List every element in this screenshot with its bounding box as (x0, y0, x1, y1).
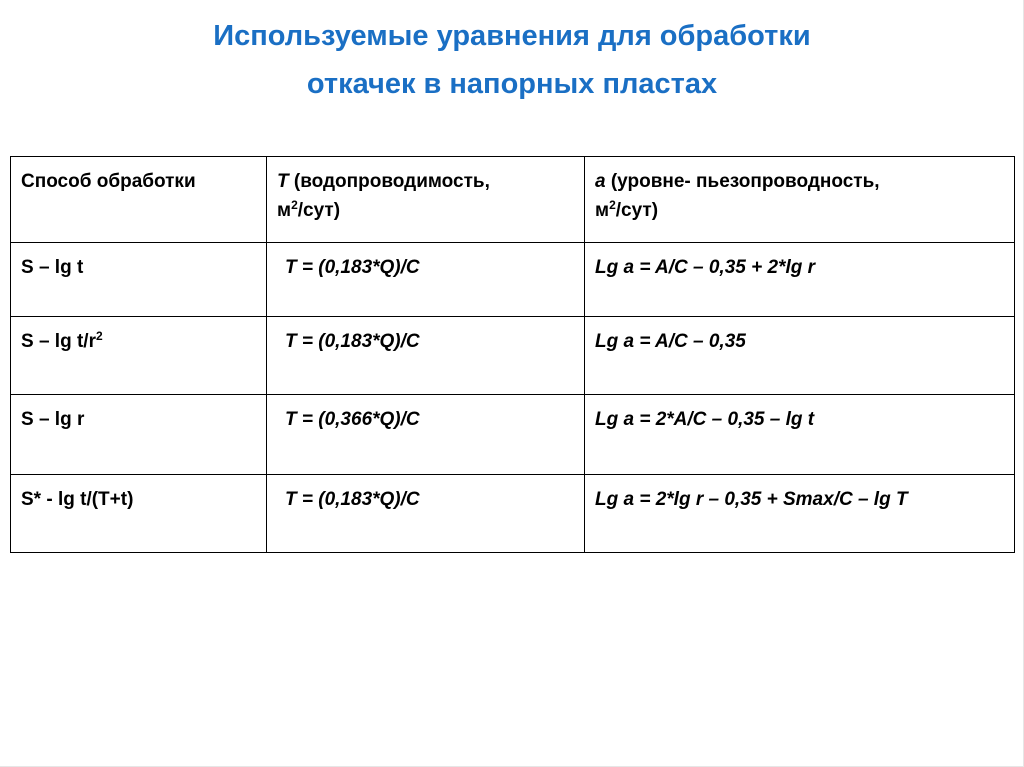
diffusivity-formula: Lg a = A/C – 0,35 (585, 317, 1015, 395)
t-unit-exponent: 2 (291, 198, 298, 212)
header-transmissivity (267, 157, 585, 243)
header-diffusivity (585, 157, 1015, 243)
table-row (11, 317, 1015, 395)
diffusivity-formula: Lg a = 2*A/C – 0,35 – lg t (585, 395, 1015, 475)
table-row (11, 395, 1015, 475)
t-symbol: T (277, 171, 289, 192)
transmissivity-formula: T = (0,183*Q)/C (267, 317, 585, 395)
table-row (11, 243, 1015, 317)
a-symbol: a (595, 171, 606, 192)
t-unit-base: м (277, 200, 292, 221)
t-unit-rest: /сут) (297, 200, 341, 221)
transmissivity-formula: T = (0,366*Q)/C (267, 395, 585, 475)
title-line-2: откачек в напорных пластах (306, 68, 718, 100)
table-header-row (11, 157, 1015, 243)
slide-title (0, 12, 1024, 108)
a-unit-exponent: 2 (609, 198, 616, 212)
t-label: (водопроводимость, (288, 171, 490, 192)
title-line-1: Используемые уравнения для обработки (213, 20, 811, 52)
method-cell: S – lg r (11, 395, 267, 475)
method-cell: S – lg t (11, 243, 267, 317)
method-cell: S – $\lg t/r^2$ (11, 317, 267, 395)
table-row (11, 475, 1015, 553)
equations-table (10, 156, 1015, 553)
transmissivity-formula: T = (0,183*Q)/C (267, 475, 585, 553)
a-unit-base: м (595, 200, 610, 221)
method-cell: S* - lg t/(T+t) (11, 475, 267, 553)
diffusivity-formula: Lg a = 2*lg r – 0,35 + Smax/C – lg T (585, 475, 1015, 553)
a-unit-rest: /сут) (615, 200, 659, 221)
diffusivity-formula: Lg a = A/C – 0,35 + 2*lg r (585, 243, 1015, 317)
transmissivity-formula: T = (0,183*Q)/C (267, 243, 585, 317)
header-method: Способ обработки (11, 157, 267, 243)
a-label: (уровне- пьезопроводность, (605, 171, 880, 192)
